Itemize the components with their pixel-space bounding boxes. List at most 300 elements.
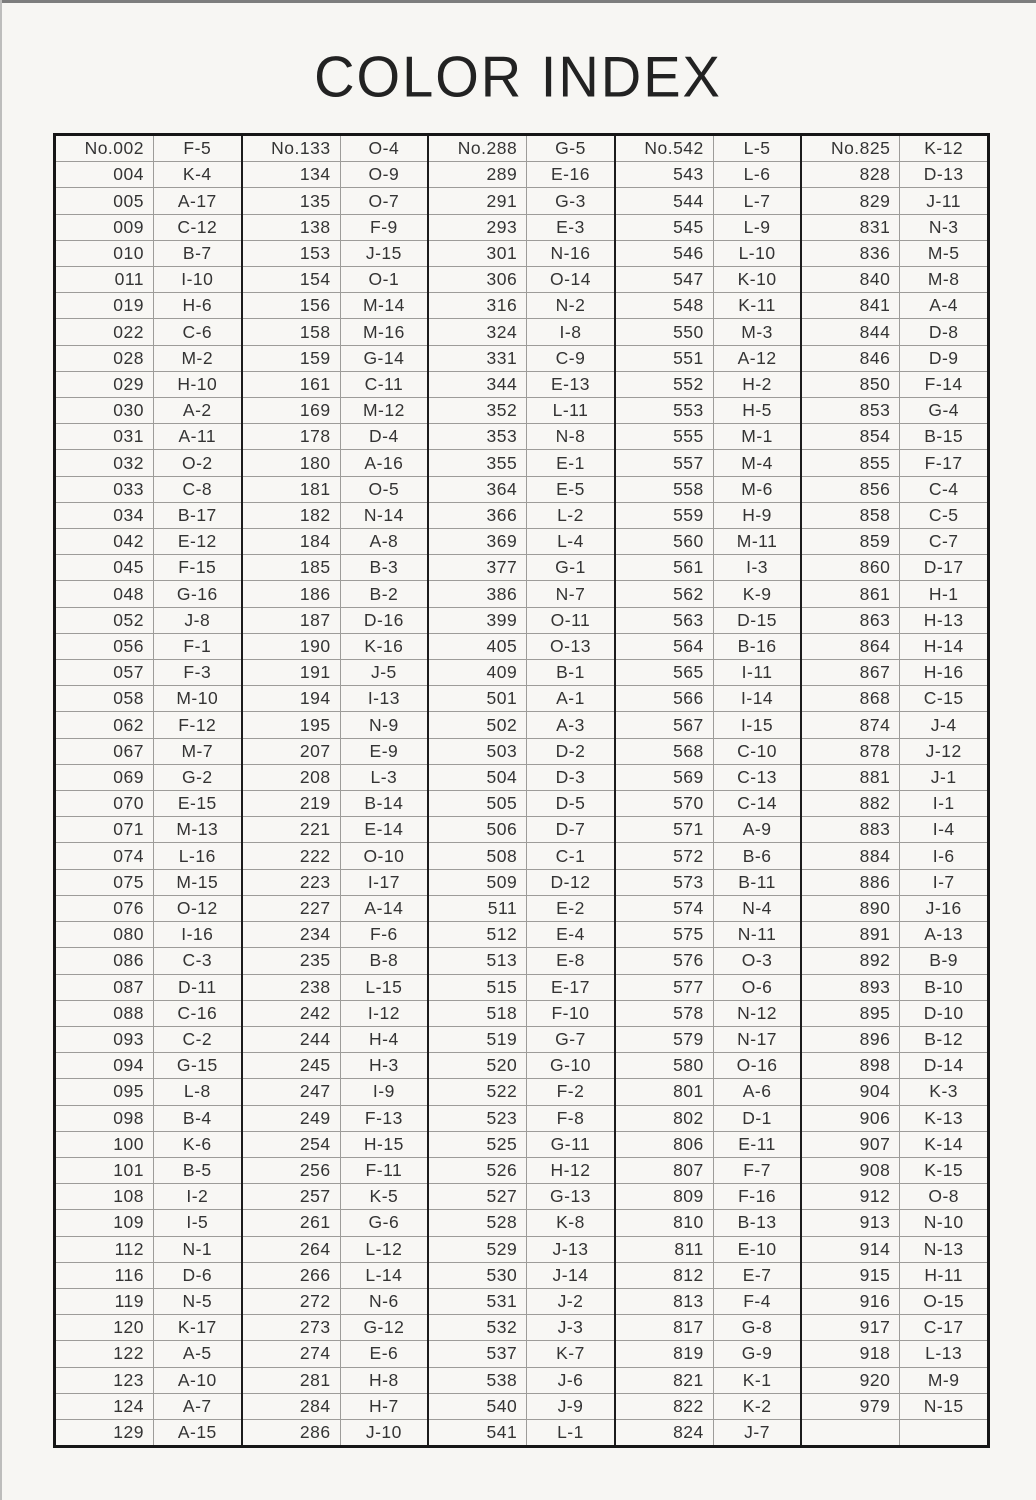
location-code-cell: L-11 — [552, 400, 589, 421]
color-number-cell: 159 — [243, 346, 341, 371]
table-row — [56, 240, 241, 266]
location-code-cell: J-10 — [365, 1422, 402, 1443]
table-row — [243, 607, 428, 633]
color-number-cell: 098 — [56, 1106, 154, 1131]
color-number-cell: 386 — [429, 581, 527, 606]
location-code-cell: F-3 — [183, 662, 212, 683]
table-row — [429, 790, 614, 816]
table-row — [243, 895, 428, 921]
color-number-cell: 906 — [802, 1106, 900, 1131]
location-code-cell: M-10 — [176, 688, 219, 709]
color-number-cell: 541 — [429, 1420, 527, 1445]
table-row — [429, 1314, 614, 1340]
color-number-cell: 409 — [429, 660, 527, 685]
table-row — [802, 869, 987, 895]
table-row — [429, 764, 614, 790]
table-row — [56, 502, 241, 528]
table-row — [429, 1052, 614, 1078]
color-number-cell: 547 — [616, 267, 714, 292]
location-code-cell: O-7 — [368, 190, 400, 211]
color-number-cell: 566 — [616, 686, 714, 711]
table-row — [243, 1000, 428, 1026]
location-code-cell: O-4 — [368, 138, 400, 159]
location-code-cell: L-2 — [557, 504, 584, 525]
table-row — [243, 1262, 428, 1288]
table-row — [429, 502, 614, 528]
color-number-cell: 156 — [243, 293, 341, 318]
location-code-cell: K-17 — [177, 1317, 217, 1338]
table-row — [802, 1340, 987, 1366]
location-code-cell: K-15 — [924, 1160, 964, 1181]
color-number-cell: 244 — [243, 1027, 341, 1052]
location-code-cell: H-5 — [742, 400, 772, 421]
color-number-cell: 074 — [56, 843, 154, 868]
table-row — [616, 423, 801, 449]
location-code-cell: O-3 — [741, 950, 773, 971]
color-number-cell: 807 — [616, 1158, 714, 1183]
color-number-cell: No.542 — [616, 136, 714, 161]
color-number-cell: 893 — [802, 975, 900, 1000]
color-number-cell: 518 — [429, 1001, 527, 1026]
color-number-cell: 153 — [243, 241, 341, 266]
color-number-cell: 109 — [56, 1210, 154, 1235]
color-number-cell: 841 — [802, 293, 900, 318]
location-code-cell: F-8 — [556, 1107, 585, 1128]
color-number-cell: 543 — [616, 162, 714, 187]
color-number-cell: 135 — [243, 188, 341, 213]
table-row — [56, 790, 241, 816]
location-code-cell: G-2 — [181, 766, 213, 787]
location-code-cell: G-10 — [550, 1055, 591, 1076]
color-number-cell: 186 — [243, 581, 341, 606]
color-number-cell: 881 — [802, 765, 900, 790]
location-code-cell: C-5 — [928, 504, 959, 525]
page-left-edge — [0, 0, 2, 1500]
table-row — [243, 869, 428, 895]
table-column-group — [800, 136, 987, 1445]
color-number-cell: 916 — [802, 1289, 900, 1314]
table-row — [429, 449, 614, 475]
table-row — [243, 1105, 428, 1131]
color-number-cell: No.825 — [802, 136, 900, 161]
table-row — [243, 685, 428, 711]
location-code-cell: D-2 — [555, 740, 586, 761]
location-code-cell: E-17 — [551, 976, 590, 997]
color-number-cell: 831 — [802, 215, 900, 240]
table-row — [243, 214, 428, 240]
color-number-cell: 912 — [802, 1184, 900, 1209]
color-number-cell: 568 — [616, 739, 714, 764]
location-code-cell: O-16 — [736, 1055, 778, 1076]
color-number-cell: 316 — [429, 293, 527, 318]
location-code-cell: N-12 — [737, 1002, 778, 1023]
color-number-cell: 223 — [243, 870, 341, 895]
location-code-cell: A-2 — [182, 400, 212, 421]
table-row — [243, 240, 428, 266]
table-row — [56, 1078, 241, 1104]
location-code-cell: N-3 — [928, 216, 959, 237]
location-code-cell: A-7 — [182, 1395, 212, 1416]
color-number-cell: 822 — [616, 1394, 714, 1419]
table-row — [243, 161, 428, 187]
table-row — [802, 1052, 987, 1078]
table-row — [429, 1026, 614, 1052]
color-number-cell: 306 — [429, 267, 527, 292]
table-row — [56, 1209, 241, 1235]
table-row — [616, 1183, 801, 1209]
color-number-cell: 045 — [56, 555, 154, 580]
color-number-cell: 802 — [616, 1106, 714, 1131]
location-code-cell: L-1 — [557, 1422, 584, 1443]
color-number-cell: 087 — [56, 975, 154, 1000]
table-row — [56, 423, 241, 449]
table-row — [802, 1367, 987, 1393]
table-row — [429, 240, 614, 266]
location-code-cell: C-7 — [928, 531, 959, 552]
table-row — [243, 1078, 428, 1104]
color-number-cell: 399 — [429, 608, 527, 633]
location-code-cell: N-4 — [742, 897, 772, 918]
color-number-cell: 914 — [802, 1237, 900, 1262]
table-row — [56, 449, 241, 475]
location-code-cell: A-14 — [364, 897, 404, 918]
table-row — [243, 633, 428, 659]
location-code-cell: C-4 — [928, 478, 959, 499]
location-code-cell: H-15 — [363, 1133, 404, 1154]
location-code-cell: E-1 — [556, 452, 585, 473]
location-code-cell: F-6 — [370, 924, 398, 945]
color-number-cell: 207 — [243, 739, 341, 764]
table-row — [802, 842, 987, 868]
color-number-cell: 824 — [616, 1420, 714, 1445]
color-number-cell: 178 — [243, 424, 341, 449]
location-code-cell: O-11 — [550, 609, 591, 630]
table-row — [56, 974, 241, 1000]
table-row — [243, 528, 428, 554]
table-row — [802, 790, 987, 816]
table-row — [802, 371, 987, 397]
color-number-cell: 185 — [243, 555, 341, 580]
color-number-cell: 898 — [802, 1053, 900, 1078]
table-row — [802, 685, 987, 711]
location-code-cell: E-14 — [364, 819, 404, 840]
table-row — [616, 685, 801, 711]
color-number-cell: 527 — [429, 1184, 527, 1209]
location-code-cell: C-6 — [182, 321, 213, 342]
color-number-cell: 853 — [802, 398, 900, 423]
table-row — [429, 266, 614, 292]
color-number-cell: 920 — [802, 1368, 900, 1393]
table-row — [616, 1288, 801, 1314]
table-row — [243, 790, 428, 816]
location-code-cell: A-10 — [177, 1369, 217, 1390]
location-code-cell: D-4 — [369, 426, 399, 447]
table-row — [802, 292, 987, 318]
table-row — [802, 1262, 987, 1288]
color-number-cell: 979 — [802, 1394, 900, 1419]
location-code-cell: G-6 — [368, 1212, 400, 1233]
table-column-group — [614, 136, 801, 1445]
location-code-cell: B-9 — [929, 950, 959, 971]
location-code-cell: J-7 — [744, 1422, 770, 1443]
location-code-cell: D-16 — [363, 609, 404, 630]
table-row — [616, 476, 801, 502]
table-row — [243, 1340, 428, 1366]
location-code-cell: L-7 — [743, 190, 771, 211]
table-row — [243, 1419, 428, 1445]
color-number-cell: 528 — [429, 1210, 527, 1235]
location-code-cell: I-6 — [932, 845, 955, 866]
location-code-cell: I-9 — [372, 1081, 395, 1102]
location-code-cell: D-8 — [928, 321, 959, 342]
color-number-cell: 119 — [56, 1289, 154, 1314]
table-row — [243, 947, 428, 973]
color-number-cell: 030 — [56, 398, 154, 423]
table-row — [616, 240, 801, 266]
color-number-cell: 574 — [616, 896, 714, 921]
location-code-cell: I-11 — [741, 662, 773, 683]
location-code-cell: K-2 — [742, 1395, 772, 1416]
table-row — [56, 633, 241, 659]
color-number-cell: 890 — [802, 896, 900, 921]
location-code-cell: F-15 — [178, 557, 217, 578]
color-number-cell: 861 — [802, 581, 900, 606]
location-code-cell: D-11 — [177, 976, 217, 997]
table-row — [616, 136, 801, 161]
color-number-cell: 908 — [802, 1158, 900, 1183]
color-number-cell: 564 — [616, 634, 714, 659]
color-number-cell: 281 — [243, 1368, 341, 1393]
table-row — [56, 1393, 241, 1419]
color-number-cell: 009 — [56, 215, 154, 240]
color-number-cell: 538 — [429, 1368, 527, 1393]
color-number-cell: 578 — [616, 1001, 714, 1026]
color-number-cell: 858 — [802, 503, 900, 528]
location-code-cell: I-1 — [932, 793, 955, 814]
table-row — [616, 633, 801, 659]
location-code-cell: A-15 — [177, 1422, 217, 1443]
color-number-cell: 552 — [616, 372, 714, 397]
location-code-cell: O-6 — [741, 976, 773, 997]
color-number-cell: 234 — [243, 922, 341, 947]
table-row — [802, 240, 987, 266]
location-code-cell: I-4 — [932, 819, 955, 840]
table-row — [802, 1209, 987, 1235]
location-code-cell: C-13 — [737, 766, 778, 787]
location-code-cell: B-5 — [182, 1160, 212, 1181]
color-number-cell: 161 — [243, 372, 341, 397]
table-row — [616, 187, 801, 213]
table-row — [802, 136, 987, 161]
location-code-cell: K-1 — [742, 1369, 772, 1390]
color-number-cell: 531 — [429, 1289, 527, 1314]
location-code-cell: M-14 — [362, 295, 405, 316]
color-number-cell: 273 — [243, 1315, 341, 1340]
color-number-cell: 896 — [802, 1027, 900, 1052]
table-row — [616, 1262, 801, 1288]
color-number-cell: 221 — [243, 817, 341, 842]
color-number-cell: 005 — [56, 188, 154, 213]
color-number-cell: 093 — [56, 1027, 154, 1052]
color-number-cell: 033 — [56, 477, 154, 502]
location-code-cell: H-1 — [928, 583, 959, 604]
table-row — [243, 449, 428, 475]
color-number-cell: 501 — [429, 686, 527, 711]
location-code-cell: B-2 — [369, 583, 399, 604]
table-row — [56, 947, 241, 973]
location-code-cell: E-5 — [556, 478, 585, 499]
location-code-cell: G-8 — [741, 1317, 773, 1338]
location-code-cell: L-5 — [743, 138, 771, 159]
table-row — [56, 1183, 241, 1209]
location-code-cell: C-11 — [364, 373, 404, 394]
table-row — [802, 738, 987, 764]
location-code-cell: F-2 — [556, 1081, 585, 1102]
color-number-cell: 854 — [802, 424, 900, 449]
color-number-cell: 095 — [56, 1079, 154, 1104]
location-code-cell: K-11 — [738, 295, 776, 316]
table-row — [56, 842, 241, 868]
color-number-cell: 293 — [429, 215, 527, 240]
location-code-cell: O-13 — [550, 635, 591, 656]
table-row — [802, 1131, 987, 1157]
color-number-cell: 520 — [429, 1053, 527, 1078]
location-code-cell: J-6 — [557, 1369, 584, 1390]
location-code-cell: M-8 — [927, 269, 960, 290]
table-row — [616, 1314, 801, 1340]
table-row — [802, 1419, 987, 1445]
color-number-cell: 075 — [56, 870, 154, 895]
color-number-cell: 344 — [429, 372, 527, 397]
table-row — [243, 136, 428, 161]
color-number-cell: 545 — [616, 215, 714, 240]
table-row — [802, 764, 987, 790]
color-number-cell: 840 — [802, 267, 900, 292]
table-row — [802, 895, 987, 921]
color-number-cell: 028 — [56, 346, 154, 371]
color-number-cell: 813 — [616, 1289, 714, 1314]
color-number-cell: 867 — [802, 660, 900, 685]
location-code-cell: E-9 — [369, 740, 399, 761]
location-code-cell: M-9 — [927, 1369, 960, 1390]
table-row — [802, 214, 987, 240]
location-code-cell: E-6 — [369, 1343, 399, 1364]
table-row — [56, 869, 241, 895]
color-number-cell: 504 — [429, 765, 527, 790]
color-number-cell: 523 — [429, 1106, 527, 1131]
color-number-cell: 576 — [616, 948, 714, 973]
table-row — [56, 476, 241, 502]
location-code-cell: G-5 — [555, 138, 586, 159]
location-code-cell: M-3 — [741, 321, 773, 342]
color-number-cell: 242 — [243, 1001, 341, 1026]
table-row — [429, 1183, 614, 1209]
location-code-cell: A-5 — [182, 1343, 212, 1364]
table-row — [243, 1393, 428, 1419]
table-row — [429, 1393, 614, 1419]
location-code-cell: C-1 — [555, 845, 586, 866]
location-code-cell: L-4 — [557, 531, 584, 552]
color-number-cell: 052 — [56, 608, 154, 633]
table-row — [429, 1131, 614, 1157]
color-number-cell: 100 — [56, 1132, 154, 1157]
table-row — [429, 161, 614, 187]
table-row — [616, 738, 801, 764]
table-row — [56, 345, 241, 371]
location-code-cell: G-11 — [550, 1133, 591, 1154]
color-number-cell: 558 — [616, 477, 714, 502]
table-row — [429, 1262, 614, 1288]
color-number-cell: 907 — [802, 1132, 900, 1157]
location-code-cell: L-16 — [178, 845, 216, 866]
color-number-cell: 266 — [243, 1263, 341, 1288]
table-row — [802, 161, 987, 187]
location-code-cell: E-7 — [742, 1264, 772, 1285]
table-row — [616, 790, 801, 816]
location-code-cell: B-3 — [369, 557, 399, 578]
table-row — [56, 685, 241, 711]
color-number-cell: 235 — [243, 948, 341, 973]
location-code-cell: E-8 — [556, 950, 585, 971]
location-code-cell: J-16 — [925, 897, 962, 918]
color-number-cell: 190 — [243, 634, 341, 659]
location-code-cell: D-6 — [182, 1264, 213, 1285]
color-number-cell: 553 — [616, 398, 714, 423]
table-row — [616, 345, 801, 371]
location-code-cell: O-5 — [368, 478, 400, 499]
table-row — [429, 1367, 614, 1393]
location-code-cell: K-14 — [924, 1133, 964, 1154]
location-code-cell: B-16 — [737, 635, 777, 656]
color-number-cell: 544 — [616, 188, 714, 213]
location-code-cell: B-12 — [924, 1029, 964, 1049]
table-row — [243, 1288, 428, 1314]
location-code-cell: E-16 — [551, 164, 590, 185]
location-code-cell: B-1 — [556, 662, 585, 683]
location-code-cell: M-12 — [362, 400, 405, 421]
table-row — [616, 974, 801, 1000]
location-code-cell: B-8 — [369, 950, 399, 971]
location-code-cell: G-9 — [741, 1343, 773, 1364]
color-number-cell: 364 — [429, 477, 527, 502]
table-row — [56, 214, 241, 240]
color-number-cell: 219 — [243, 791, 341, 816]
color-number-cell: 048 — [56, 581, 154, 606]
table-row — [616, 292, 801, 318]
color-number-cell: 526 — [429, 1158, 527, 1183]
table-row — [802, 921, 987, 947]
color-number-cell: 562 — [616, 581, 714, 606]
table-row — [56, 318, 241, 344]
table-row — [616, 842, 801, 868]
color-number-cell: 519 — [429, 1027, 527, 1052]
table-row — [243, 1236, 428, 1262]
color-number-cell: 076 — [56, 896, 154, 921]
location-code-cell: C-15 — [923, 688, 964, 709]
color-number-cell: 264 — [243, 1237, 341, 1262]
table-row — [429, 528, 614, 554]
location-code-cell: L-12 — [365, 1238, 403, 1259]
color-number-cell: 801 — [616, 1079, 714, 1104]
color-number-cell: 289 — [429, 162, 527, 187]
color-number-cell: No.288 — [429, 136, 527, 161]
location-code-cell: G-3 — [555, 190, 586, 211]
table-row — [56, 1105, 241, 1131]
location-code-cell: O-12 — [176, 897, 218, 918]
location-code-cell: H-12 — [550, 1160, 591, 1181]
color-number-cell: 904 — [802, 1079, 900, 1104]
location-code-cell: B-10 — [924, 976, 964, 997]
